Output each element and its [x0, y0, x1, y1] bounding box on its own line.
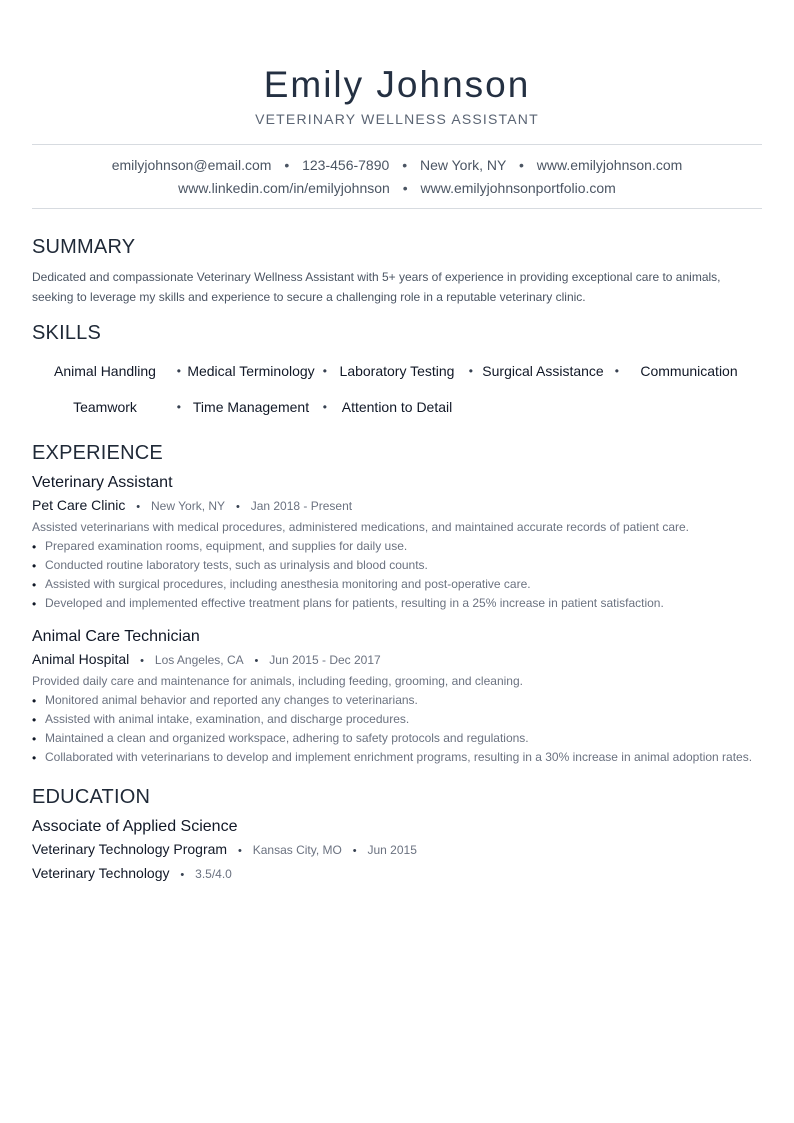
meta-separator: •	[180, 869, 185, 881]
experience-title: EXPERIENCE	[32, 442, 163, 464]
contact-phone[interactable]: 123-456-7890	[302, 157, 390, 173]
contact-website[interactable]: www.emilyjohnson.com	[536, 157, 683, 173]
job-meta	[32, 496, 762, 516]
education-field-line	[32, 863, 762, 885]
skill-label: Time Management	[192, 399, 310, 415]
job-bullet: • Prepared examination rooms, equipment, and supplies for daily use.	[32, 537, 762, 556]
contact-location: New York, NY	[419, 157, 507, 173]
education-program: Veterinary Technology Program	[32, 841, 228, 857]
experience-section	[32, 441, 762, 767]
skill-separator: •	[322, 400, 327, 414]
skill-separator: •	[176, 400, 181, 414]
education-program-line	[32, 839, 762, 861]
job-location: New York, NY	[151, 499, 226, 513]
contact-line-1	[32, 154, 762, 177]
job-bullets	[32, 537, 762, 613]
job-meta	[32, 650, 762, 670]
job-bullet: • Maintained a clean and organized workspace, adhering to safety protocols and regulations.	[32, 729, 762, 748]
job-bullet: • Monitored animal behavior and reported any changes to veterinarians.	[32, 691, 762, 710]
skill-item	[32, 391, 181, 423]
skills-section	[32, 321, 762, 423]
skills-list	[32, 355, 762, 423]
skill-label: Medical Terminology	[187, 363, 315, 379]
contact-separator: •	[519, 157, 524, 173]
contact-separator: •	[402, 180, 408, 196]
job-bullets	[32, 691, 762, 767]
job-location: Los Angeles, CA	[154, 653, 244, 667]
candidate-name: Emily Johnson	[263, 64, 531, 105]
meta-separator: •	[352, 845, 357, 857]
job-dates: Jun 2015 - Dec 2017	[269, 653, 381, 667]
skill-separator: •	[176, 364, 181, 378]
skill-label: Surgical Assistance	[482, 363, 604, 379]
contact-linkedin[interactable]: www.linkedin.com/in/emilyjohnson	[178, 180, 390, 196]
education-section	[32, 785, 762, 885]
job-title: Veterinary Assistant	[32, 474, 173, 491]
skill-item	[616, 355, 762, 387]
skill-item	[178, 355, 327, 387]
skill-item	[32, 355, 181, 387]
education-location: Kansas City, MO	[252, 843, 342, 857]
contact-email[interactable]: emilyjohnson@email.com	[111, 157, 272, 173]
resume-header	[32, 0, 762, 128]
meta-separator: •	[136, 501, 141, 513]
summary-text: Dedicated and compassionate Veterinary Wellness Assistant with 5+ years of experience in providing exceptional care to animals, seeking to leverage my skills and experience to secure a challenging role in a reputable veterinary clinic.	[32, 270, 721, 304]
job-description: Assisted veterinarians with medical procedures, administered medications, and maintained accurate records of patient care.	[32, 520, 689, 534]
job-dates: Jan 2018 - Present	[250, 499, 353, 513]
skill-item	[470, 355, 619, 387]
meta-separator: •	[235, 501, 240, 513]
skill-separator: •	[614, 364, 619, 378]
job-description: Provided daily care and maintenance for animals, including feeding, grooming, and cleaning.	[32, 674, 523, 688]
job-company: Pet Care Clinic	[32, 497, 126, 513]
job-entry	[32, 627, 762, 767]
education-title: EDUCATION	[32, 786, 151, 808]
skill-separator: •	[322, 364, 327, 378]
skill-label: Teamwork	[73, 399, 137, 415]
meta-separator: •	[140, 655, 145, 667]
job-bullet: • Conducted routine laboratory tests, such as urinalysis and blood counts.	[32, 556, 762, 575]
education-date: Jun 2015	[367, 843, 417, 857]
job-bullet: • Assisted with animal intake, examination, and discharge procedures.	[32, 710, 762, 729]
contact-line-2	[32, 177, 762, 200]
education-field: Veterinary Technology	[32, 865, 170, 881]
skill-label: Laboratory Testing	[339, 363, 455, 379]
education-gpa: 3.5/4.0	[195, 867, 232, 881]
skill-label: Communication	[640, 363, 738, 379]
job-bullet: • Collaborated with veterinarians to develop and implement enrichment programs, resulting in a 30% increase in animal adoption rates.	[32, 748, 762, 767]
skill-item	[324, 355, 473, 387]
skill-label: Animal Handling	[54, 363, 156, 379]
summary-section	[32, 235, 762, 307]
job-bullet: • Developed and implemented effective treatment plans for patients, resulting in a 25% increase in patient satisfaction.	[32, 594, 762, 613]
job-company: Animal Hospital	[32, 651, 130, 667]
contact-separator: •	[284, 157, 290, 173]
contact-portfolio[interactable]: www.emilyjohnsonportfolio.com	[420, 180, 616, 196]
job-title: Animal Care Technician	[32, 628, 200, 645]
candidate-role: VETERINARY WELLNESS ASSISTANT	[255, 111, 539, 127]
skill-item	[324, 391, 470, 423]
education-degree: Associate of Applied Science	[32, 818, 238, 835]
skill-item	[178, 391, 327, 423]
contact-separator: •	[402, 157, 408, 173]
skill-label: Attention to Detail	[341, 399, 453, 415]
job-bullet: • Assisted with surgical procedures, including anesthesia monitoring and post-operative care.	[32, 575, 762, 594]
job-entry	[32, 473, 762, 613]
meta-separator: •	[237, 845, 242, 857]
meta-separator: •	[254, 655, 259, 667]
contact-bar	[32, 144, 762, 209]
skill-separator: •	[468, 364, 473, 378]
skills-title: SKILLS	[32, 322, 102, 344]
summary-title: SUMMARY	[32, 236, 136, 258]
